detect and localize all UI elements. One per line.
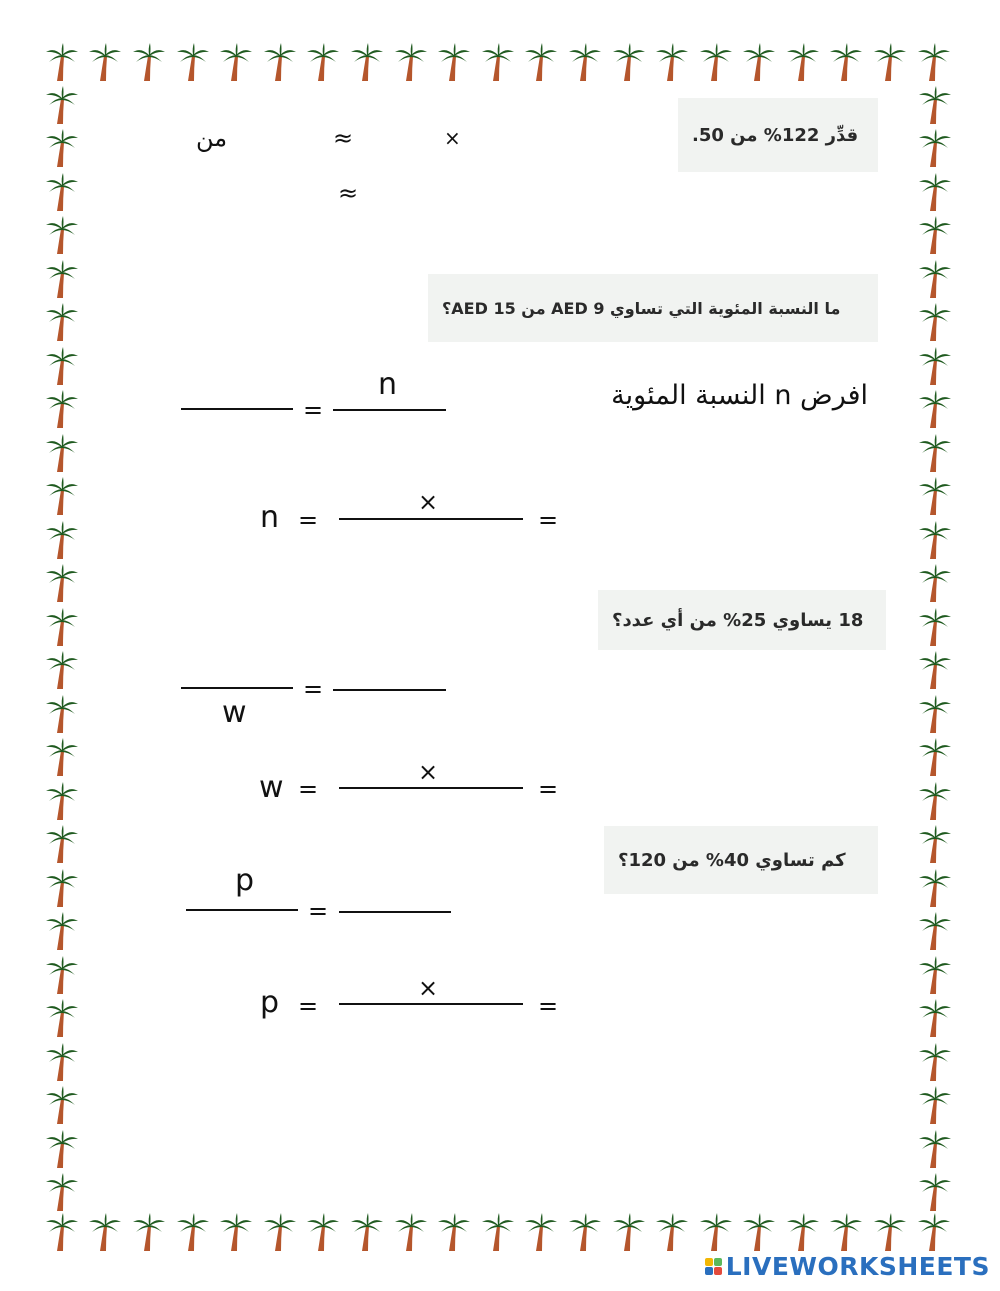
palm-tree-icon [913,1040,957,1084]
palm-tree-icon [171,40,215,84]
q4-proportion-equals: = [308,897,329,925]
q4-solve-var: p [260,985,280,1020]
q1-times: × [444,126,461,150]
palm-tree-icon [40,475,84,519]
border-top [40,40,955,84]
palm-tree-icon [913,953,957,997]
palm-tree-icon [913,779,957,823]
liveworksheets-brand-text: LIVEWORKSHEETS [725,1252,990,1281]
palm-tree-icon [40,127,84,171]
border-bottom [40,1210,955,1254]
palm-tree-icon [913,562,957,606]
q1-of-label: من [196,124,228,152]
palm-tree-icon [913,605,957,649]
palm-tree-icon [694,40,738,84]
palm-tree-icon [40,301,84,345]
q4-solve-equals-2: = [538,992,559,1020]
palm-tree-icon [40,649,84,693]
palm-tree-icon [40,214,84,258]
question-1-box [678,98,878,172]
palm-tree-icon [694,1210,738,1254]
palm-tree-icon [84,1210,128,1254]
palm-tree-icon [40,1040,84,1084]
question-4-text: كم تساوي 40% من 120؟ [618,849,846,871]
palm-tree-icon [40,518,84,562]
palm-tree-icon [432,1210,476,1254]
palm-tree-icon [258,1210,302,1254]
palm-tree-icon [40,1171,84,1215]
palm-tree-icon [40,1084,84,1128]
palm-tree-icon [214,1210,258,1254]
q2-solve-equals-1: = [298,506,319,534]
palm-tree-icon [40,388,84,432]
palm-tree-icon [40,605,84,649]
palm-tree-icon [389,40,433,84]
palm-tree-icon [40,1127,84,1171]
palm-tree-icon [389,1210,433,1254]
palm-tree-icon [913,127,957,171]
q1-approx-2: ≈ [338,179,359,207]
question-1-text: قدِّر 122% من 50. [692,124,859,146]
palm-tree-icon [40,997,84,1041]
palm-tree-icon [40,692,84,736]
q4-solve-equals-1: = [298,992,319,1020]
palm-tree-icon [607,40,651,84]
palm-tree-icon [781,1210,825,1254]
palm-tree-icon [913,388,957,432]
liveworksheets-logo-icon [705,1258,722,1275]
palm-tree-icon [913,518,957,562]
palm-tree-icon [40,866,84,910]
palm-tree-icon [40,83,84,127]
q3-right-fraction-bar [333,689,446,691]
q4-left-fraction-bar [186,909,298,911]
q4-solve-times: × [418,974,439,1002]
palm-tree-icon [913,301,957,345]
q1-approx-1: ≈ [333,124,354,152]
palm-tree-icon [563,1210,607,1254]
palm-tree-icon [302,40,346,84]
palm-tree-icon [868,40,912,84]
palm-tree-icon [476,1210,520,1254]
q2-solve-var: n [260,500,280,535]
palm-tree-icon [214,40,258,84]
question-4-box [604,826,878,894]
q2-solve-equals-2: = [538,506,559,534]
palm-tree-icon [40,910,84,954]
palm-tree-icon [781,40,825,84]
palm-tree-icon [913,1127,957,1171]
palm-tree-icon [40,953,84,997]
palm-tree-icon [738,1210,782,1254]
palm-tree-icon [607,1210,651,1254]
palm-tree-icon [563,40,607,84]
palm-tree-icon [127,1210,171,1254]
palm-tree-icon [913,83,957,127]
q2-assume-label: افرض n النسبة المئوية [611,380,868,411]
palm-tree-icon [912,1210,956,1254]
q4-right-fraction-bar [339,911,451,913]
palm-tree-icon [40,344,84,388]
border-right [913,83,957,1214]
palm-tree-icon [650,40,694,84]
q2-proportion-var: n [378,367,398,402]
palm-tree-icon [520,40,564,84]
q2-solve-fraction-bar [339,518,523,520]
palm-tree-icon [913,649,957,693]
palm-tree-icon [913,344,957,388]
palm-tree-icon [84,40,128,84]
border-left [40,83,84,1214]
palm-tree-icon [913,1171,957,1215]
palm-tree-icon [520,1210,564,1254]
q3-solve-equals-1: = [298,775,319,803]
q3-proportion-equals: = [303,675,324,703]
q4-solve-fraction-bar [339,1003,523,1005]
palm-tree-icon [40,779,84,823]
palm-tree-icon [40,257,84,301]
q3-solve-fraction-bar [339,787,523,789]
palm-tree-icon [40,170,84,214]
question-2-text: ما النسبة المئوية التي تساوي AED 9 من AED 15؟ [442,298,841,318]
palm-tree-icon [127,40,171,84]
palm-tree-icon [345,1210,389,1254]
palm-tree-icon [345,40,389,84]
q3-left-fraction-bar [181,687,293,689]
palm-tree-icon [258,40,302,84]
palm-tree-icon [738,40,782,84]
q2-solve-times: × [418,488,439,516]
palm-tree-icon [913,1084,957,1128]
palm-tree-icon [40,431,84,475]
palm-tree-icon [40,562,84,606]
palm-tree-icon [913,823,957,867]
q2-proportion-equals: = [303,396,324,424]
question-3-box [598,590,886,650]
palm-tree-icon [913,214,957,258]
palm-tree-icon [825,1210,869,1254]
palm-tree-icon [40,1210,84,1254]
q3-solve-times: × [418,758,439,786]
palm-tree-icon [171,1210,215,1254]
question-2-box [428,274,878,342]
palm-tree-icon [913,431,957,475]
palm-tree-icon [868,1210,912,1254]
palm-tree-icon [913,475,957,519]
q4-proportion-var: p [235,863,255,898]
palm-tree-icon [40,823,84,867]
palm-tree-icon [40,40,84,84]
palm-tree-icon [913,866,957,910]
palm-tree-icon [432,40,476,84]
q3-solve-var: w [259,770,284,805]
palm-tree-icon [913,257,957,301]
palm-tree-icon [302,1210,346,1254]
q2-right-fraction-bar [333,409,446,411]
palm-tree-icon [913,692,957,736]
palm-tree-icon [913,910,957,954]
palm-tree-icon [913,170,957,214]
palm-tree-icon [650,1210,694,1254]
q3-solve-equals-2: = [538,775,559,803]
q3-proportion-var: w [222,695,247,730]
palm-tree-icon [825,40,869,84]
palm-tree-icon [40,736,84,780]
palm-tree-icon [912,40,956,84]
question-3-text: 18 يساوي 25% من أي عدد؟ [612,609,864,631]
palm-tree-icon [913,736,957,780]
q2-left-fraction-bar [181,408,293,410]
palm-tree-icon [913,997,957,1041]
liveworksheets-logo[interactable] [705,1252,990,1281]
palm-tree-icon [476,40,520,84]
